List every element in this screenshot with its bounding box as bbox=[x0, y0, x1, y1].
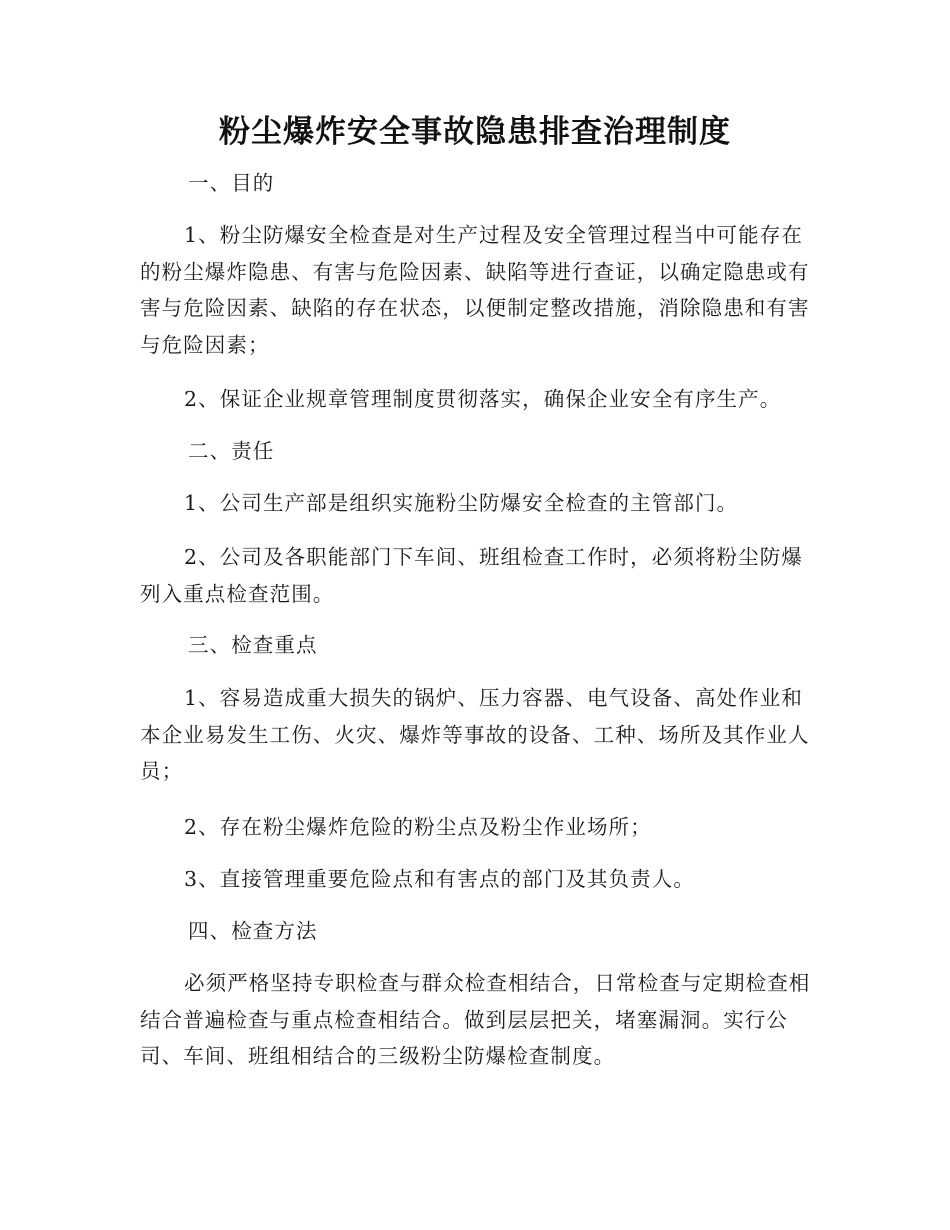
section-heading-responsibility: 二、责任 bbox=[188, 439, 275, 463]
paragraph-focus-3: 3、直接管理重要危险点和有害点的部门及其负责人。 bbox=[184, 867, 695, 891]
paragraph-method-1: 必须严格坚持专职检查与群众检查相结合，日常检查与定期检查相结合普遍检查与重点检查相结合。做到层层把关，堵塞漏洞。实行公司、车间、班组相结合的三级粉尘防爆检查制度。 bbox=[140, 971, 811, 1068]
document-title: 粉尘爆炸安全事故隐患排查治理制度 bbox=[219, 114, 731, 150]
paragraph-focus-1: 1、容易造成重大损失的锅炉、压力容器、电气设备、高处作业和本企业易发生工伤、火灾、爆炸等事故的设备、工种、场所及其作业人员； bbox=[140, 686, 810, 783]
paragraph-focus-2: 2、存在粉尘爆炸危险的粉尘点及粉尘作业场所； bbox=[184, 815, 652, 839]
section-heading-inspection-focus: 三、检查重点 bbox=[188, 633, 318, 657]
section-heading-inspection-method: 四、检查方法 bbox=[188, 919, 318, 943]
paragraph-responsibility-2: 2、公司及各职能部门下车间、班组检查工作时，必须将粉尘防爆列入重点检查范围。 bbox=[140, 545, 803, 606]
paragraph-responsibility-1: 1、公司生产部是组织实施粉尘防爆安全检查的主管部门。 bbox=[184, 491, 739, 515]
paragraph-purpose-2: 2、保证企业规章管理制度贯彻落实，确保企业安全有序生产。 bbox=[184, 387, 782, 411]
paragraph-purpose-1: 1、粉尘防爆安全检查是对生产过程及安全管理过程当中可能存在的粉尘爆炸隐患、有害与危险因素、缺陷等进行查证，以确定隐患或有害与危险因素、缺陷的存在状态，以便制定整改措施，消除隐患和有害与危险因素； bbox=[140, 223, 810, 357]
section-heading-purpose: 一、目的 bbox=[188, 171, 275, 195]
